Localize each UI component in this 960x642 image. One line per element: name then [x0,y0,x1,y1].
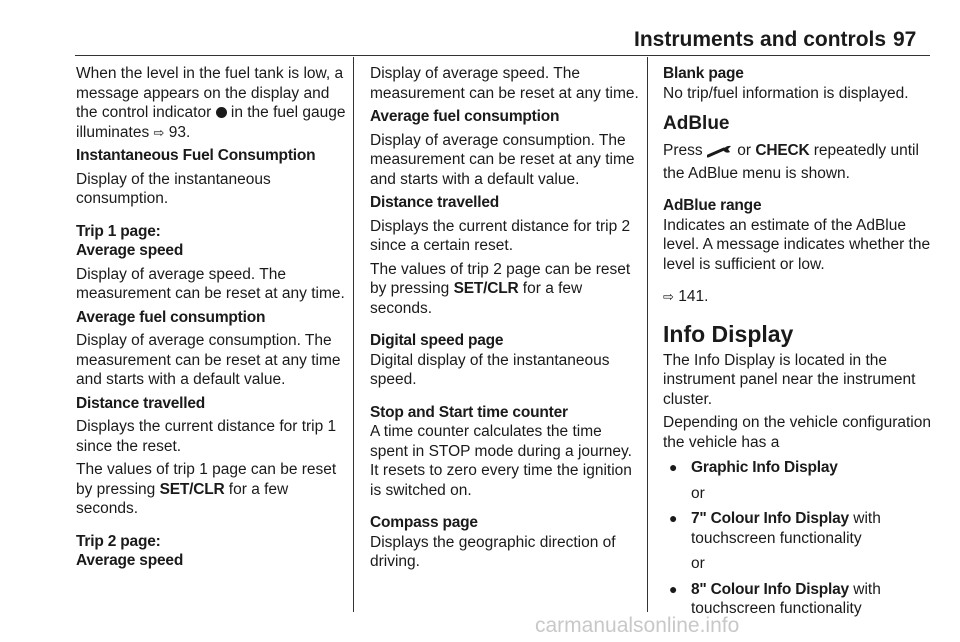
stop-start-text: A time counter calculates the time spent in STOP mode during a journey. It resets to zero every time the ignition is switched on. [370,423,632,499]
blank-page-text: No trip/fuel information is displayed. [663,84,909,102]
list-item: ● 8" Colour Info Display with touchscreen functionality [663,580,933,619]
column-divider-1 [353,57,354,612]
depending-text: Depending on the vehicle configuration the vehicle has a [663,414,931,451]
reference-arrow-icon: ⇨ [153,124,165,140]
column-3 [663,64,933,621]
set-clr-label: SET/CLR [159,480,225,498]
trip2-avg-fuel-heading: Average fuel consumption [370,108,560,125]
avg-speed-text: Display of average speed. The measurement can be reset at any time. [76,265,345,302]
or-text: or [691,555,705,572]
stop-start-heading: Stop and Start time counter [370,403,568,421]
trip2-avg-speed-text: Display of average speed. The measurement can be reset at any time. [370,65,639,102]
section-title: Instruments and controls [634,28,887,51]
info-display-heading: Info Display [663,320,794,347]
adblue-ref-link[interactable]: 141. [678,288,709,305]
avg-speed-heading: Average speed [76,242,184,259]
trip2-distance-text: Displays the current distance for trip 2 since a certain reset. [370,217,631,254]
bullet-icon: ● [669,580,678,597]
adblue-heading: AdBlue [663,113,730,134]
column-divider-2 [647,57,648,612]
or-text: or [691,484,705,502]
adblue-ref [663,287,933,307]
fuel-low-paragraph: When the level in the fuel tank is low, a message appears on the display and the control indicator in the fuel gauge illuminates ⇨ 93. [76,65,346,141]
trip2-heading: Trip 2 page: [76,532,161,550]
list-item: ● 7" Colour Info Display with touchscreen functionality [663,509,933,548]
page-footer [0,614,960,642]
set-clr-label: SET/CLR [453,280,519,297]
adblue-press-paragraph: Press or CHECK repeatedly until the AdBlue menu is shown. [663,142,919,182]
fuel-ref-link[interactable]: 93. [168,123,191,141]
compass-heading: Compass page [370,514,478,531]
bullet-icon: ● [669,459,678,475]
check-label: CHECK [755,142,810,159]
avg-fuel-text: Display of average consumption. The measurement can be reset at any time and starts with a default value. [76,332,341,388]
header-rule [75,55,930,56]
page-number: 97 [893,28,917,51]
trip1-heading: Trip 1 page: [76,222,161,240]
compass-text: Displays the geographic direction of driving. [370,533,616,570]
page-header [0,0,960,56]
fuel-indicator-icon [216,107,227,118]
ifc-text: Display of the instantaneous consumption. [76,170,271,207]
trip2-avg-speed-heading: Average speed [76,552,184,569]
blank-page-heading: Blank page [663,65,744,82]
trip1-reset-paragraph: The values of trip 1 page can be reset by pressing SET/CLR for a few seconds. [76,461,337,517]
column-1 [76,64,348,571]
trip2-avg-fuel-text: Display of average consumption. The measurement can be reset at any time and starts with a default value. [370,131,635,188]
ifc-heading: Instantaneous Fuel Consumption [76,147,316,164]
digital-speed-text: Digital display of the instantaneous speed. [370,351,610,388]
adblue-range-heading: AdBlue range [663,197,762,214]
column-2 [370,64,642,576]
info-display-text: The Info Display is located in the instrument panel near the instrument cluster. [663,351,916,408]
wrench-icon [707,144,733,164]
distance-heading: Distance travelled [76,394,206,412]
trip2-reset-paragraph: The values of trip 2 page can be reset by pressing SET/CLR for a few seconds. [370,260,631,317]
reference-arrow-icon: ⇨ [663,289,674,304]
list-item: ● Graphic Info Display [663,458,933,478]
bullet-icon: ● [669,510,678,526]
adblue-range-text: Indicates an estimate of the AdBlue level. A message indicates whether the level is sufficient or low. [663,216,931,273]
digital-speed-heading: Digital speed page [370,332,504,349]
trip2-distance-heading: Distance travelled [370,194,500,211]
watermark: carmanualsonline.info [535,614,740,637]
avg-fuel-heading: Average fuel consumption [76,308,266,326]
distance-text: Displays the current distance for trip 1 since the reset. [76,418,337,455]
